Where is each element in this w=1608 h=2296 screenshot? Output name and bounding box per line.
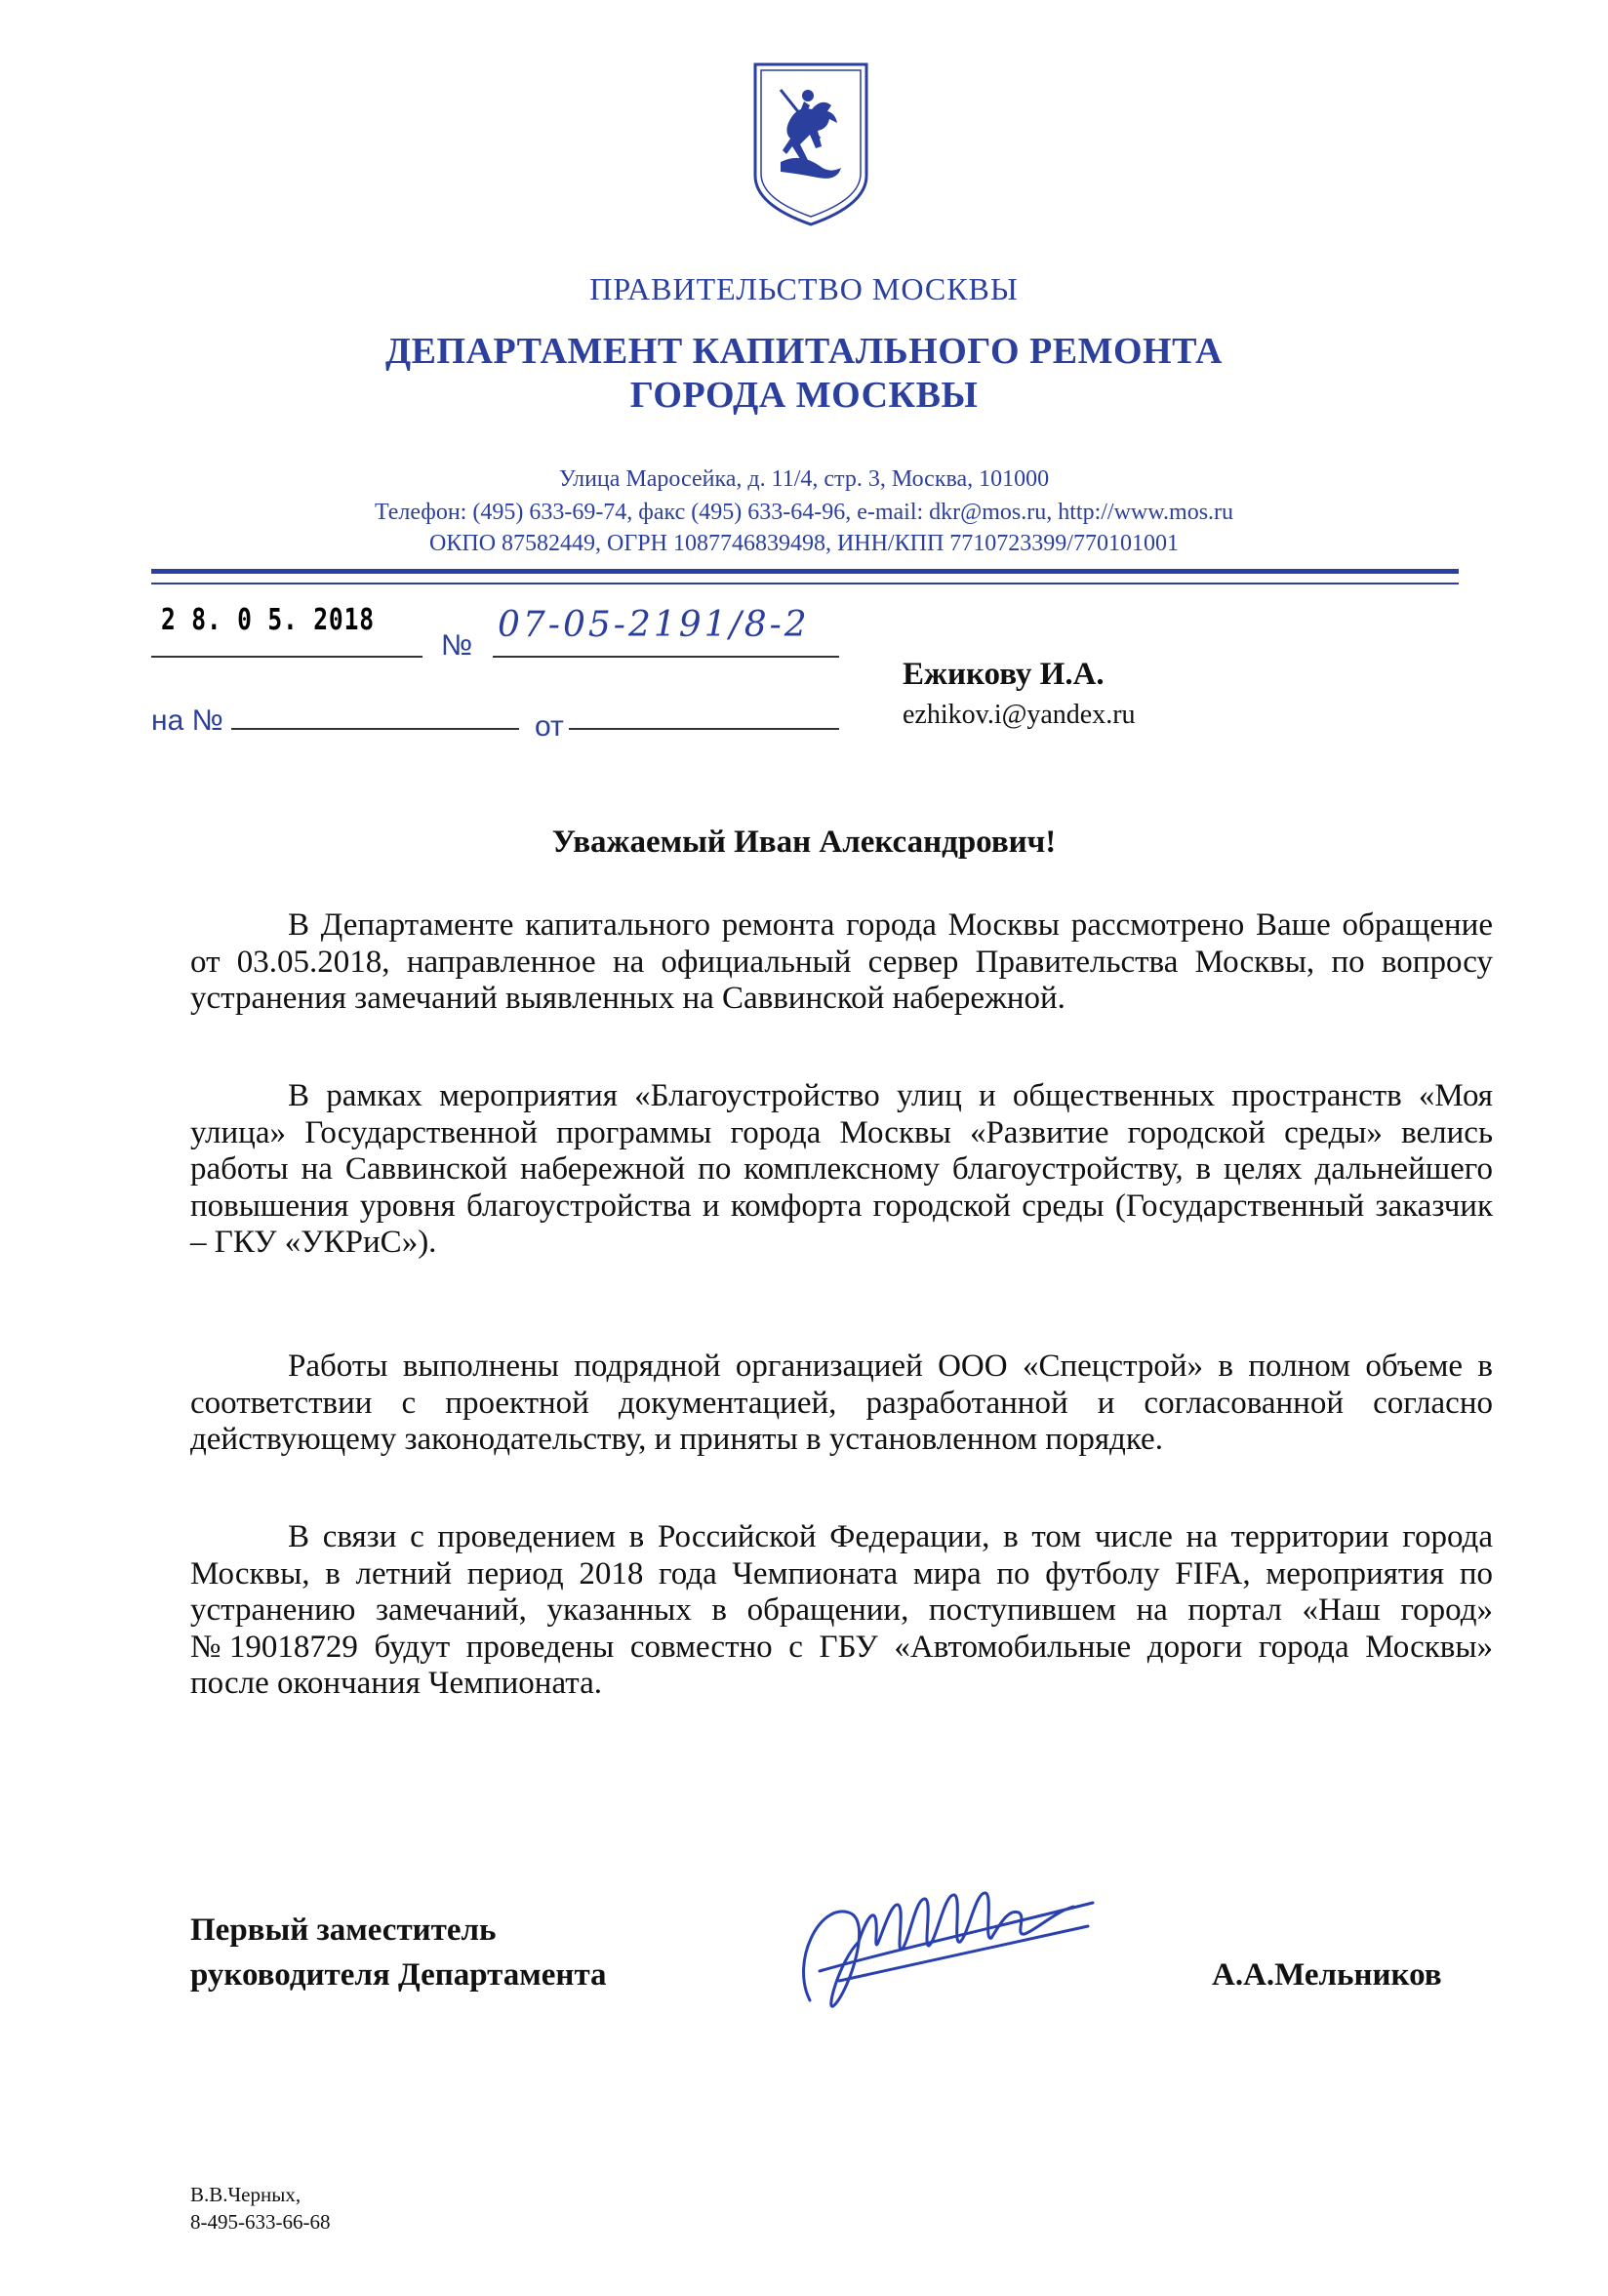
- registration-number: 07-05-2191/8-2: [498, 605, 810, 645]
- body-paragraph: Работы выполнены подрядной организацией ООО «Спецстрой» в полном объеме в соответствии с проектной документацией, разработанной и согласованной согласно действующему законодательству, и приняты в установленном порядке.: [190, 1349, 1493, 1457]
- department-name-line2: ГОРОДА МОСКВЫ: [629, 375, 979, 416]
- executor-name: В.В.Черных,: [190, 2183, 302, 2206]
- recipient-name: Ежикову И.А.: [903, 657, 1105, 692]
- department-contacts: Телефон: (495) 633-69-74, факс (495) 633-64-96, e-mail: dkr@mos.ru, http://www.mos.ru: [374, 500, 1234, 525]
- executor-phone: 8-495-633-66-68: [190, 2210, 331, 2234]
- moscow-coat-of-arms-icon: [751, 60, 870, 228]
- signer-title-line1: Первый заместитель: [190, 1913, 497, 1948]
- date-underline: [151, 656, 422, 658]
- department-name-line1: ДЕПАРТАМЕНТ КАПИТАЛЬНОГО РЕМОНТА: [384, 331, 1223, 372]
- number-sign-label: №: [441, 629, 473, 662]
- department-registry: ОКПО 87582449, ОГРН 1087746839498, ИНН/КПП 7710723399/770101001: [429, 531, 1179, 556]
- registration-date: 2 8. 0 5. 2018: [161, 603, 375, 637]
- government-name: ПРАВИТЕЛЬСТВО МОСКВЫ: [589, 271, 1019, 306]
- number-underline: [493, 656, 839, 658]
- handwritten-signature: [781, 1844, 1103, 2030]
- signer-title-line2: руководителя Департамента: [190, 1957, 607, 1993]
- body-paragraph: В Департаменте капитального ремонта города Москвы рассмотрено Ваше обращение от 03.05.2018, направленное на официальный сервер Правительства Москвы, по вопросу устранения замечаний выявленных на Саввинской набережной.: [190, 907, 1493, 1016]
- reply-to-label: на №: [151, 705, 223, 737]
- signer-name: А.А.Мельников: [1212, 1957, 1442, 1993]
- department-address: Улица Маросейка, д. 11/4, стр. 3, Москва, 101000: [558, 466, 1050, 492]
- body-paragraph: В рамках мероприятия «Благоустройство улиц и общественных пространств «Моя улица» Государственной программы города Москвы «Развитие городской среды» велись работы на Саввинской набережной по комплексному благоустройству, в целях дальнейшего повышения уровня благоустройства и комфорта городской среды (Государственный заказчик – ГКУ «УКРиС»).: [190, 1078, 1493, 1260]
- salutation: Уважаемый Иван Александрович!: [551, 825, 1057, 860]
- from-underline: [569, 728, 839, 730]
- letterhead-divider-thin: [151, 583, 1459, 584]
- reply-to-underline: [231, 728, 519, 730]
- letterhead-divider-thick: [151, 569, 1459, 574]
- recipient-email: ezhikov.i@yandex.ru: [903, 700, 1136, 730]
- body-paragraph: В связи с проведением в Российской Федерации, в том числе на территории города Москвы, в летний период 2018 года Чемпионата мира по футболу FIFA, мероприятия по устранению замечаний, указанных в обращении, поступившем на портал «Наш город» №19018729 будут проведены совместно с ГБУ «Автомобильные дороги города Москвы» после окончания Чемпионата.: [190, 1519, 1493, 1701]
- from-label: от: [535, 710, 564, 743]
